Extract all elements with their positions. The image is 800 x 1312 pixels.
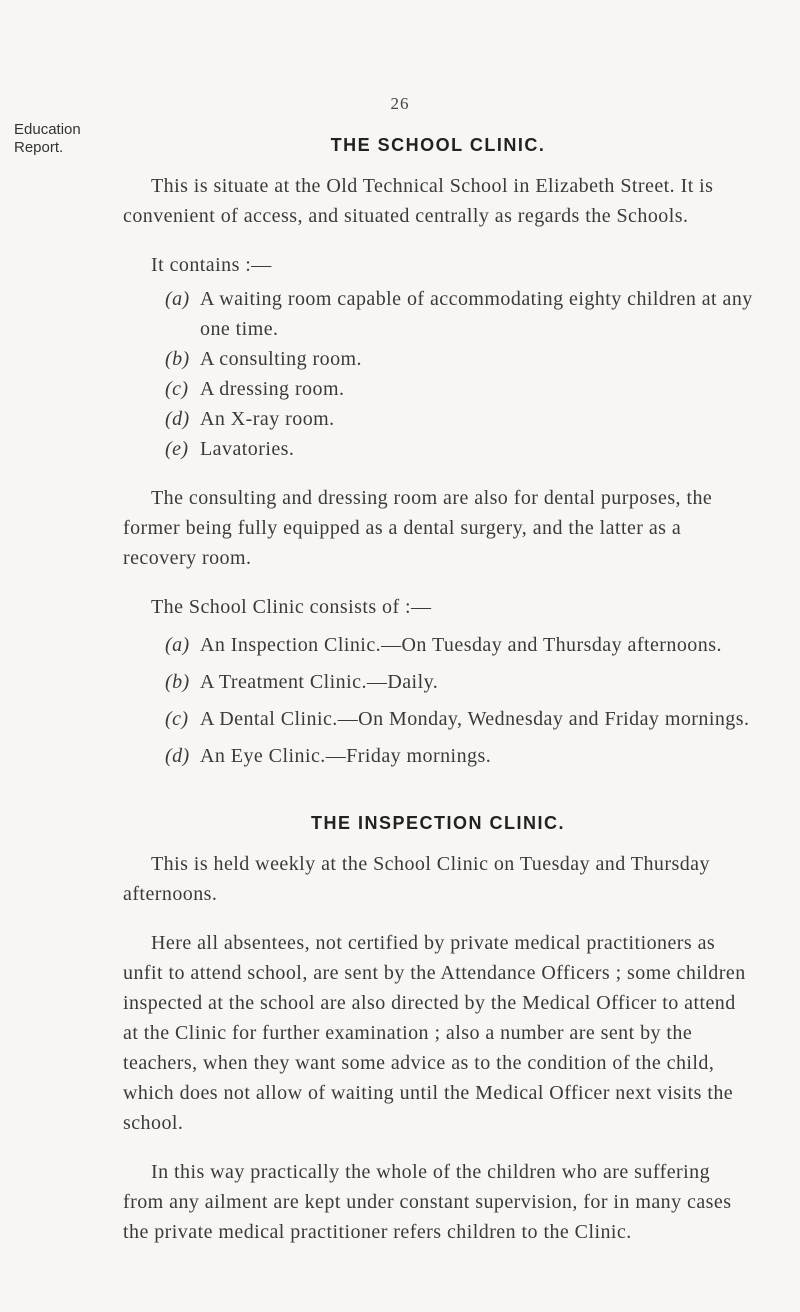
side-note: Education Report.	[14, 121, 81, 156]
inspection-paragraph-3: In this way practically the whole of the children who are suffering from any ailment are kept under constant supervision, for in many cases the private medical practitioner refers children to the Clinic.	[123, 1161, 732, 1243]
list-item-text: A consulting room.	[200, 348, 362, 370]
list-item-label: (c)	[165, 378, 189, 400]
list-item-text: A dressing room.	[200, 378, 345, 400]
inspection-paragraph-1: This is held weekly at the School Clinic on Tuesday and Thursday afternoons.	[123, 853, 710, 905]
intro-paragraph: This is situate at the Old Technical School in Elizabeth Street. It is convenient of access, and situated centrally as regards the Schools.	[123, 175, 714, 227]
consists-lead: The School Clinic consists of :—	[151, 596, 432, 618]
list-item-label: (b)	[165, 348, 190, 370]
contains-lead: It contains :—	[151, 254, 272, 276]
list-item	[165, 667, 753, 697]
section-title-inspection-clinic: THE INSPECTION CLINIC.	[310, 813, 565, 833]
list-item-label: (d)	[165, 408, 190, 430]
list-item-text: A Treatment Clinic.—Daily.	[200, 671, 439, 693]
list-item	[165, 374, 753, 404]
list-item	[165, 404, 753, 434]
purposes-paragraph: The consulting and dressing room are also for dental purposes, the former being fully equipped as a dental surgery, and the latter as a recovery room.	[123, 487, 713, 569]
list-item-text: An Eye Clinic.—Friday mornings.	[200, 745, 492, 767]
list-item-label: (e)	[165, 438, 189, 460]
inspection-paragraph-2: Here all absentees, not certified by private medical practitioners as unfit to attend school, are sent by the Attendance Officers ; some children inspected at the school are also directed by the Medical Officer to attend at the Clinic for further examination ; also a number are sent by the teachers, when they want some advice as to the condition of the child, which does not allow of waiting until the Medical Officer next visits the school.	[123, 932, 746, 1134]
list-item	[165, 704, 753, 734]
section-title-school-clinic: THE SCHOOL CLINIC.	[330, 135, 546, 155]
rooms-list	[123, 284, 753, 464]
list-item-text: An X-ray room.	[200, 408, 335, 430]
list-item-text: A waiting room capable of accommodating eighty children at any one time.	[200, 288, 753, 340]
list-item	[165, 284, 753, 344]
page-content	[123, 130, 753, 1247]
page-number: 26	[390, 94, 410, 113]
list-item	[165, 434, 753, 464]
list-item-text: An Inspection Clinic.—On Tuesday and Thursday afternoons.	[200, 634, 722, 656]
list-item-label: (c)	[165, 708, 189, 730]
list-item-text: A Dental Clinic.—On Monday, Wednesday and Friday mornings.	[200, 708, 750, 730]
clinics-list	[123, 630, 753, 771]
list-item	[165, 741, 753, 771]
list-item-label: (a)	[165, 288, 190, 310]
list-item	[165, 344, 753, 374]
list-item-text: Lavatories.	[200, 438, 295, 460]
list-item-label: (b)	[165, 671, 190, 693]
list-item-label: (d)	[165, 745, 190, 767]
list-item-label: (a)	[165, 634, 190, 656]
list-item	[165, 630, 753, 660]
